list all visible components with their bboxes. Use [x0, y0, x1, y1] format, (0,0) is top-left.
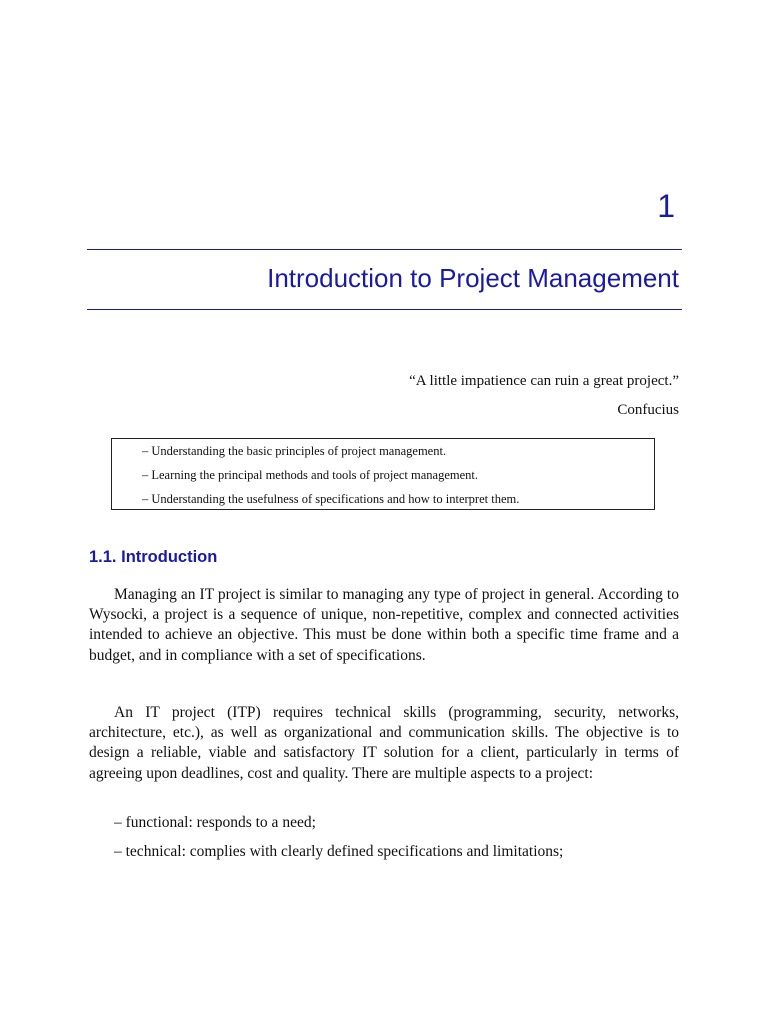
section-heading: 1.1. Introduction — [89, 548, 218, 566]
objectives-box — [111, 438, 655, 510]
epigraph-quote: “A little impatience can ruin a great project.” — [409, 373, 679, 389]
chapter-number: 1 — [657, 188, 675, 224]
body-paragraph: An IT project (ITP) requires technical skills (programming, security, networks, architecture, etc.), as well as organizational and communication skills. The objective is to design a reliable, viable and satisfactory IT solution for a client, particularly in terms of agreeing upon deadlines, cost and quality. There are multiple aspects to a project: — [89, 704, 679, 782]
objective-item: – Understanding the usefulness of specifications and how to interpret them. — [142, 492, 520, 506]
epigraph-author: Confucius — [617, 402, 679, 418]
title-rule-top — [87, 249, 682, 250]
objective-item: – Learning the principal methods and tools of project management. — [142, 468, 479, 482]
title-rule-bottom — [87, 309, 682, 310]
aspect-list-item: – functional: responds to a need; — [114, 814, 316, 831]
aspect-list-item: – technical: complies with clearly defined specifications and limitations; — [114, 843, 564, 860]
objective-item: – Understanding the basic principles of project management. — [142, 444, 447, 458]
body-paragraph: Managing an IT project is similar to managing any type of project in general. According to Wysocki, a project is a sequence of unique, non-repetitive, complex and connected activities intended to achieve an objective. This must be done within both a specific time frame and a budget, and in compliance with a set of specifications. — [89, 586, 679, 664]
chapter-title: Introduction to Project Management — [267, 263, 679, 293]
